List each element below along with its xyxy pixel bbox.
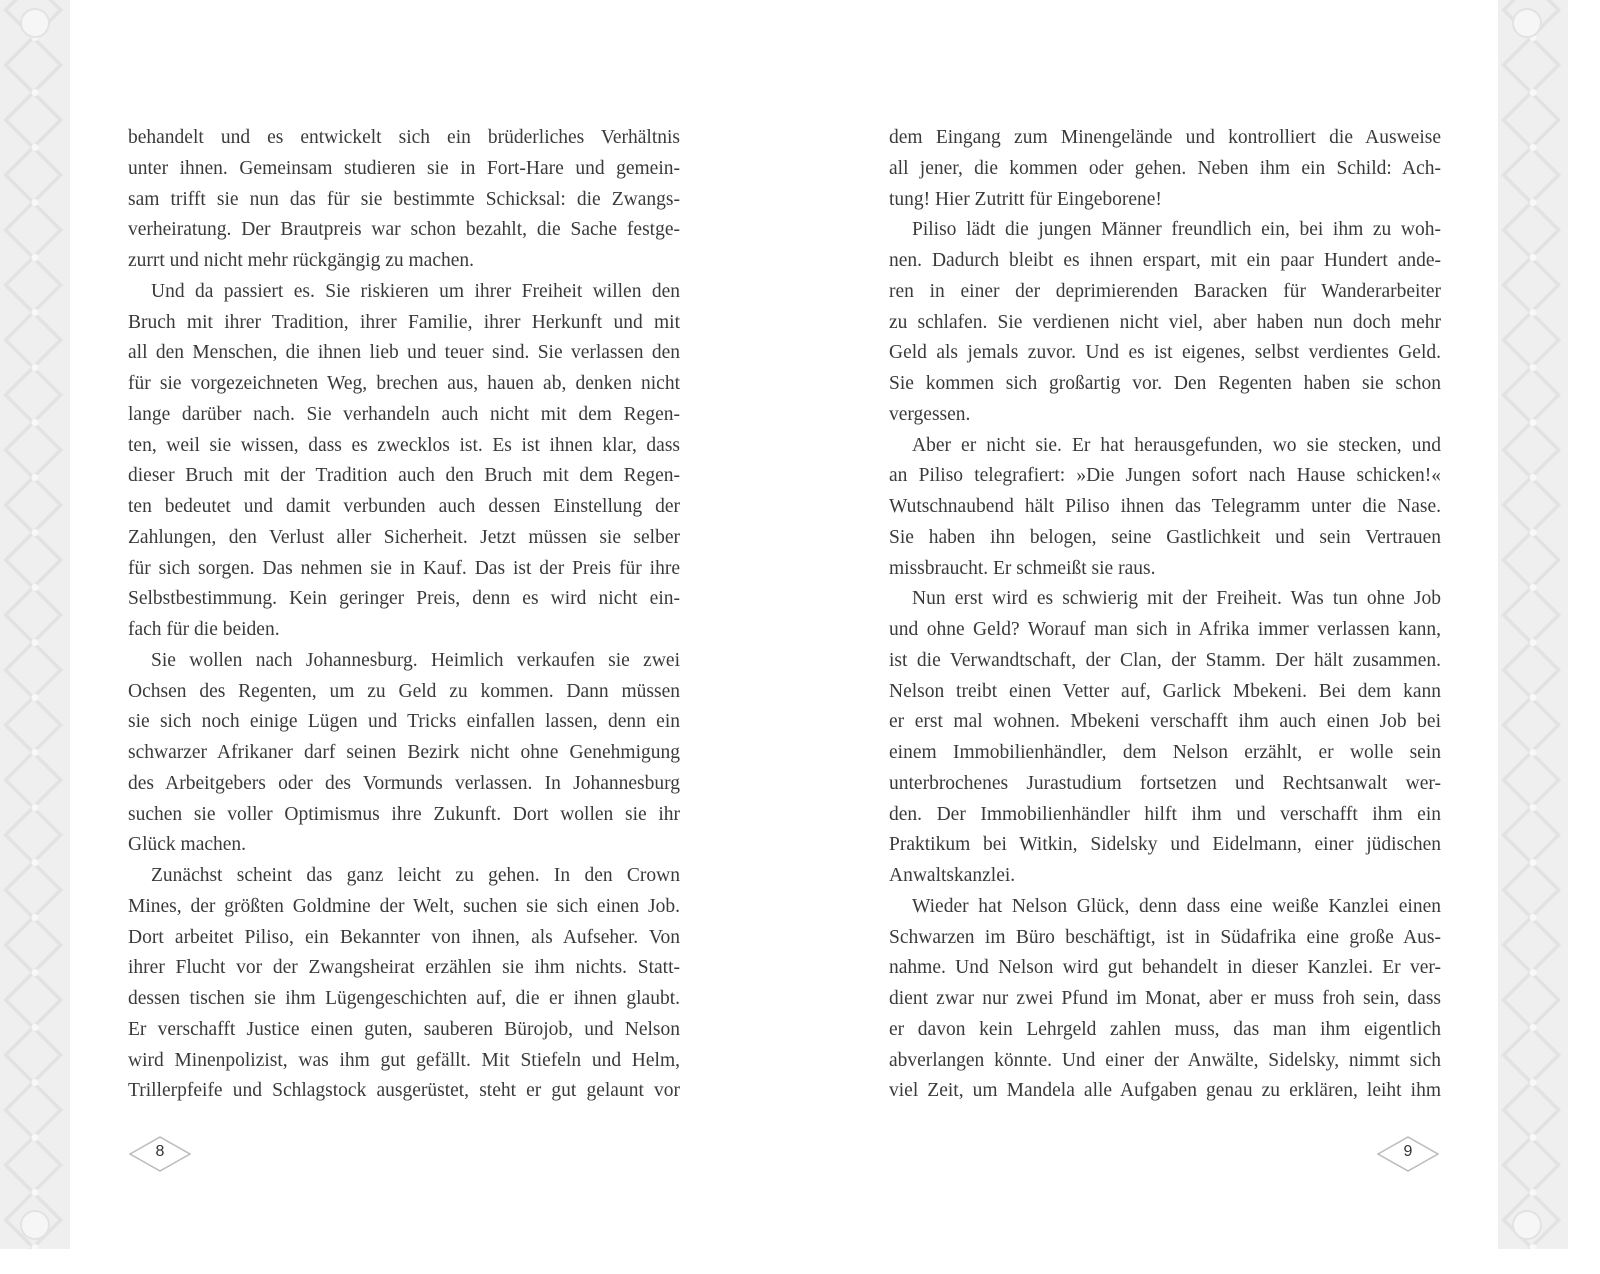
text-line: nen. Dadurch bleibt es ihnen erspart, mit ein paar Hundert ande-	[889, 250, 1441, 271]
text-line: ihrer Flucht vor der Zwangsheirat erzählen sie ihm nichts. Statt-	[128, 957, 680, 979]
text-line: behandelt und es entwickelt sich ein brüderliches Verhältnis	[128, 127, 680, 148]
paragraph	[128, 646, 680, 861]
text-line: all jener, die kommen oder gehen. Neben ihm ein Schild: Ach-	[889, 157, 1441, 179]
text-line: Trillerpfeife und Schlagstock ausgerüstet, steht er gut gelaunt vor	[128, 1080, 680, 1102]
text-line: lange darüber nach. Sie verhandeln auch nicht mit dem Regen-	[128, 403, 680, 425]
text-line: zurrt und nicht mehr rückgängig zu machen.	[128, 250, 475, 271]
decorative-border-left	[0, 0, 70, 1249]
text-line: Praktikum bei Witkin, Sidelsky und Eidelmann, einer jüdischen	[889, 834, 1441, 856]
text-line: Nelson treibt einen Vetter auf, Garlick Mbekeni. Bei dem kann	[889, 680, 1441, 702]
text-line: Sie wollen nach Johannesburg. Heimlich verkaufen sie zwei	[151, 649, 680, 671]
text-line: Bruch mit ihrer Tradition, ihrer Familie, ihrer Herkunft und mit	[128, 311, 680, 333]
text-line: zu schlafen. Sie verdienen nicht viel, aber haben nun doch mehr	[889, 311, 1441, 333]
text-line: abverlangen könnte. Und einer der Anwälte, Sidelsky, nimmt sich	[889, 1049, 1441, 1071]
text-line: unter ihnen. Gemeinsam studieren sie in Fort-Hare und gemein-	[128, 157, 680, 179]
text-line: einem Immobilienhändler, dem Nelson erzählt, er wolle sein	[889, 742, 1441, 763]
text-line: ten, weil sie wissen, dass es zwecklos ist. Es ist ihnen klar, dass	[128, 434, 680, 456]
page-left-text	[128, 123, 680, 1107]
page-number-text: 8	[155, 1143, 165, 1160]
text-line: Ochsen des Regenten, um zu Geld zu kommen. Dann müssen	[128, 680, 680, 702]
text-line: Wieder hat Nelson Glück, denn dass eine weiße Kanzlei einen	[912, 895, 1441, 917]
text-line: tung! Hier Zutritt für Eingeborene!	[889, 188, 1162, 210]
text-line: verheiratung. Der Brautpreis war schon bezahlt, die Sache festge-	[128, 219, 680, 241]
text-line: sie sich noch einige Lügen und Tricks einfallen lassen, denn ein	[128, 711, 680, 733]
text-line: Sie haben ihn belogen, seine Gastlichkeit und sein Vertrauen	[889, 526, 1441, 548]
text-line: missbraucht. Er schmeißt sie raus.	[889, 557, 1156, 579]
paragraph	[889, 123, 1441, 215]
text-line: ten bedeutet und damit verbunden auch dessen Einstellung der	[128, 496, 680, 517]
paragraph	[128, 861, 680, 1107]
page-number-right	[1376, 1135, 1440, 1173]
text-line: fach für die beiden.	[128, 619, 280, 640]
text-line: ren in einer der deprimierenden Baracken für Wanderarbeiter	[889, 280, 1441, 302]
text-line: all den Menschen, die ihnen lieb und teuer sind. Sie verlassen den	[128, 342, 680, 364]
text-line: unterbrochenes Jurastudium fortsetzen und Rechtsanwalt wer-	[889, 772, 1441, 794]
text-line: Geld als jemals zuvor. Und es ist eigenes, selbst verdientes Geld.	[889, 342, 1441, 364]
text-line: des Arbeitgebers oder des Vormunds verlassen. In Johannesburg	[128, 772, 680, 794]
circle-ornament-icon	[1512, 1210, 1542, 1240]
text-line: den. Der Immobilienhändler hilft ihm und verschafft ihm ein	[889, 803, 1441, 825]
text-line: und ohne Geld? Worauf man sich in Afrika immer verlassen kann,	[889, 619, 1441, 640]
text-line: für sich sorgen. Das nehmen sie in Kauf. Das ist der Preis für ihre	[128, 557, 680, 579]
text-line: Aber er nicht sie. Er hat herausgefunden, wo sie stecken, und	[912, 434, 1441, 456]
text-line: er erst mal wohnen. Mbekeni verschafft ihm auch einen Job bei	[889, 711, 1441, 733]
text-line: Glück machen.	[128, 834, 247, 856]
text-line: Piliso lädt die jungen Männer freundlich ein, bei ihm zu woh-	[912, 219, 1441, 241]
text-line: dem Eingang zum Minengelände und kontrolliert die Ausweise	[889, 127, 1441, 148]
text-line: Zahlungen, den Verlust aller Sicherheit. Jetzt müssen sie selber	[128, 526, 680, 548]
text-line: an Piliso telegrafiert: »Die Jungen sofort nach Hause schicken!«	[889, 465, 1441, 487]
text-line: dieser Bruch mit der Tradition auch den Bruch mit dem Regen-	[128, 465, 680, 487]
text-line: suchen sie voller Optimismus ihre Zukunft. Dort wollen sie ihr	[128, 803, 680, 825]
text-line: viel Zeit, um Mandela alle Aufgaben genau zu erklären, leiht ihm	[889, 1080, 1441, 1102]
text-line: dient zwar nur zwei Pfund im Monat, aber er muss froh sein, dass	[889, 988, 1441, 1009]
text-line: Zunächst scheint das ganz leicht zu gehen. In den Crown	[151, 865, 680, 886]
text-line: er davon kein Lehrgeld zahlen muss, das man ihm eigentlich	[889, 1018, 1441, 1040]
text-line: Selbstbestimmung. Kein geringer Preis, denn es wird nicht ein-	[128, 588, 680, 610]
paragraph	[889, 584, 1441, 892]
circle-ornament-icon	[1512, 8, 1542, 38]
text-line: Anwaltskanzlei.	[889, 865, 1016, 886]
circle-ornament-icon	[20, 1210, 50, 1240]
text-line: Mines, der größten Goldmine der Welt, suchen sie sich einen Job.	[128, 895, 680, 917]
text-line: Sie kommen sich großartig vor. Den Regenten haben sie schon	[889, 373, 1441, 394]
text-line: Dort arbeitet Piliso, ein Bekannter von ihnen, als Aufseher. Von	[128, 926, 680, 948]
text-line: für sie vorgezeichneten Weg, brechen aus, hauen ab, denken nicht	[128, 373, 680, 394]
paragraph	[128, 277, 680, 646]
page-number-text: 9	[1403, 1143, 1413, 1160]
text-line: nahme. Und Nelson wird gut behandelt in dieser Kanzlei. Er ver-	[889, 957, 1441, 979]
text-line: dessen tischen sie ihm Lügengeschichten auf, die er ihnen glaubt.	[128, 988, 680, 1009]
page-number-left	[128, 1135, 192, 1173]
paragraph	[889, 892, 1441, 1107]
decorative-border-right	[1498, 0, 1568, 1249]
text-line: Und da passiert es. Sie riskieren um ihrer Freiheit willen den	[151, 280, 680, 302]
circle-ornament-icon	[20, 8, 50, 38]
text-line: vergessen.	[889, 403, 971, 425]
text-line: Er verschafft Justice einen guten, sauberen Bürojob, und Nelson	[128, 1018, 680, 1040]
text-line: Schwarzen im Büro beschäftigt, ist in Südafrika eine große Aus-	[889, 926, 1441, 948]
text-line: sam trifft sie nun das für sie bestimmte Schicksal: die Zwangs-	[128, 188, 680, 210]
paragraph	[889, 215, 1441, 430]
text-line: wird Minenpolizist, was ihm gut gefällt. Mit Stiefeln und Helm,	[128, 1049, 680, 1071]
paragraph	[128, 123, 680, 277]
paragraph	[889, 431, 1441, 585]
text-line: Wutschnaubend hält Piliso ihnen das Telegramm unter die Nase.	[889, 496, 1441, 517]
text-line: schwarzer Afrikaner darf seinen Bezirk nicht ohne Genehmigung	[128, 742, 680, 763]
text-line: ist die Verwandtschaft, der Clan, der Stamm. Der hält zusammen.	[889, 649, 1441, 671]
page-right-text	[889, 123, 1441, 1107]
text-line: Nun erst wird es schwierig mit der Freiheit. Was tun ohne Job	[912, 588, 1441, 610]
